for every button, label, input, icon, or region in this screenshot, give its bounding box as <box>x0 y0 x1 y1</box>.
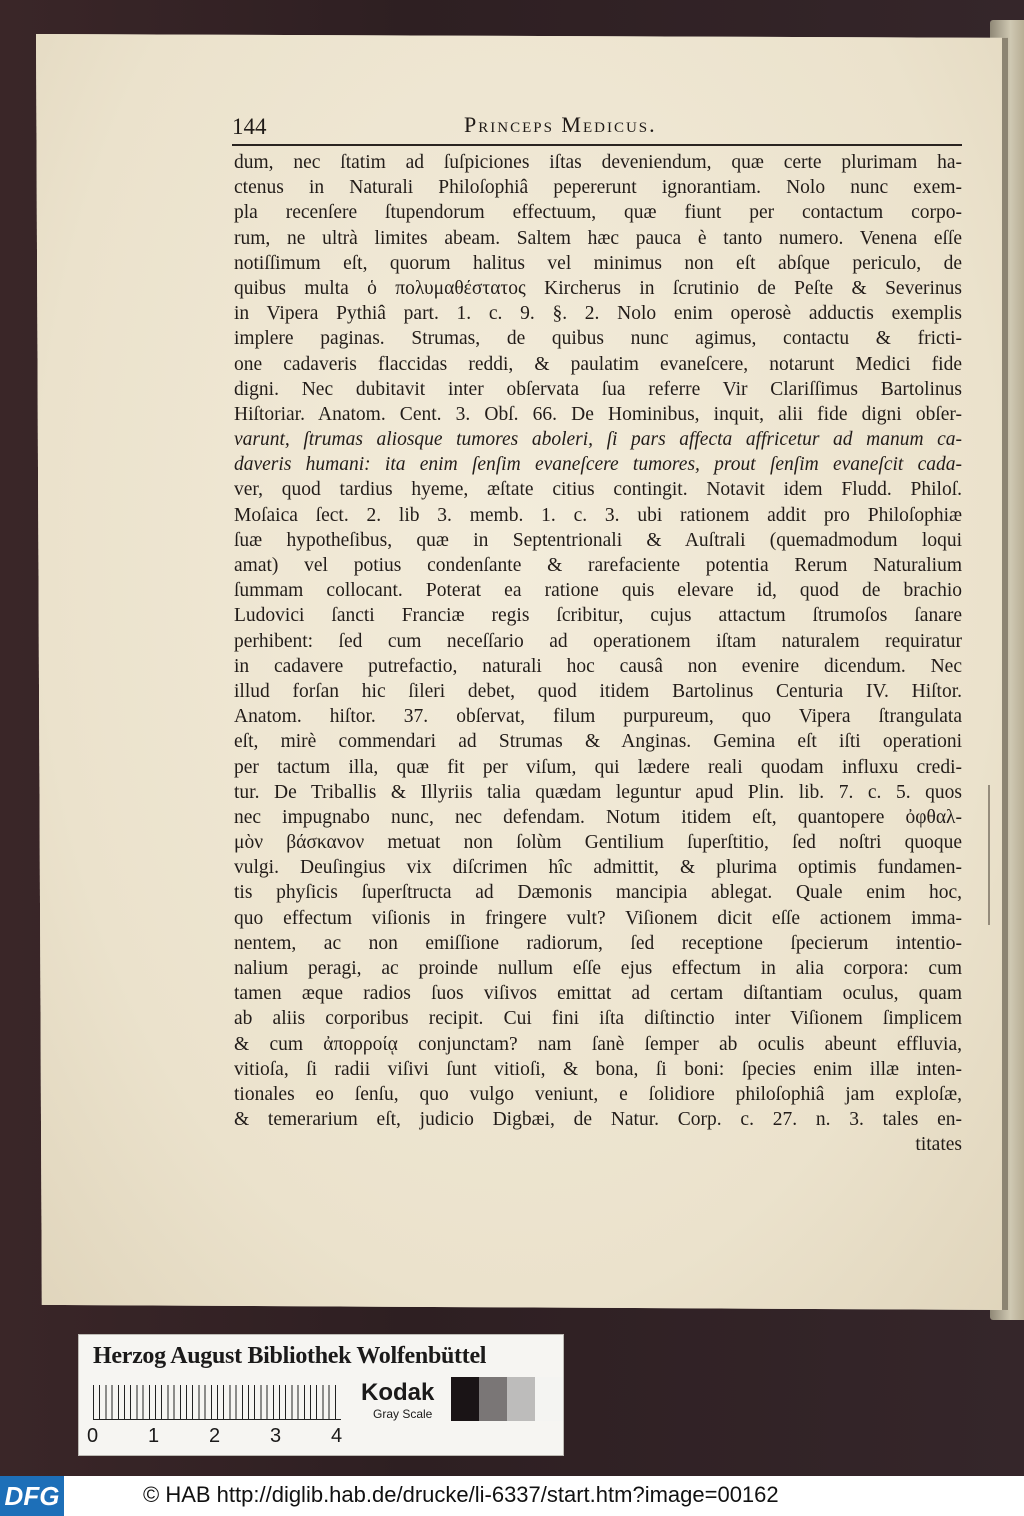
text-line: digni. Nec dubitavit inter obſervata ſua referre Vir Clariſſimus Bartolinus <box>234 378 962 400</box>
gray-patch <box>535 1377 563 1421</box>
text-line: & cum ἀπορροίᾳ conjunctam? nam ſanè ſemper ab oculis abeunt effluvia, <box>234 1033 962 1055</box>
text-line: μὸν βάσκανον metuat non ſolùm Gentilium ſuperſtitio, ſed noſtri quoque <box>234 832 962 854</box>
text-line: vulgi. Deuſingius vix diſcrimen hîc admittit, & plurima optimis fundamen- <box>234 857 962 879</box>
text-line: ctenus in Naturali Philoſophiâ pepererunt ignorantiam. Nolo nunc exem- <box>234 177 962 199</box>
text-line: implere paginas. Strumas, de quibus nunc agimus, contactu & fricti- <box>234 328 962 350</box>
text-line: Ludovici ſancti Franciæ regis ſcribitur, cujus attactum ſtrumoſos ſanare <box>234 605 962 627</box>
text-line: tur. De Triballis & Illyriis talia quædam leguntur apud Plin. lib. 7. c. 5. quos <box>234 781 962 803</box>
ruler-number: 2 <box>209 1425 221 1447</box>
text-line: dum, nec ſtatim ad ſuſpiciones iſtas deveniendum, quæ certe plurimam ha- <box>234 152 962 173</box>
color-reference-card <box>78 1334 564 1456</box>
copyright-link[interactable]: © HAB http://diglib.hab.de/drucke/li-6337/start.htm?image=00162 <box>143 1482 779 1507</box>
text-line: perhibent: ſed cum neceſſario ad operationem iſtam naturalem requiratur <box>234 630 962 652</box>
text-line: & temerarium eſt, judicio Digbæi, de Natur. Corp. c. 27. n. 3. tales en- <box>234 1109 962 1131</box>
text-line: in Vipera Pythiâ part. 1. c. 9. §. 2. Nolo enim operosè adductis exemplis <box>234 303 962 325</box>
text-line: varunt, ſtrumas aliosque tumores aboleri, ſi pars affecta affricetur ad manum ca- <box>234 429 962 451</box>
text-line: Moſaica ſect. 2. lib 3. memb. 1. c. 3. ubi rationem addit pro Philoſophiæ <box>234 504 962 526</box>
text-line: vitioſa, ſi radii viſivi ſunt vitioſi, & bona, ſi boni: ſpecies enim illæ inten- <box>234 1058 962 1080</box>
text-line: ſuæ hypotheſibus, quæ in Septentrionali & Auſtrali (quemadmodum loqui <box>234 529 962 551</box>
text-line: per tactum illa, quæ fit per viſum, qui lædere reali quodam influxu credi- <box>234 756 962 778</box>
ruler-numbers <box>87 1425 367 1449</box>
gray-patch <box>507 1377 535 1421</box>
ruler-number: 1 <box>148 1425 160 1447</box>
text-line: notiſſimum eſt, quorum halitus vel minimus non eſt abſque periculo, de <box>234 252 962 274</box>
library-label: Herzog August Bibliothek Wolfenbüttel <box>93 1343 487 1369</box>
text-line: tamen æque radios ſuos viſivos emittat ad certam diſtantiam oculus, quam <box>234 983 962 1005</box>
text-line: ver, quod tardius hyeme, æſtate citius contingit. Notavit idem Fludd. Philoſ. <box>234 479 962 501</box>
gray-scale-label: Gray Scale <box>373 1407 433 1421</box>
text-line: ab aliis corporibus recipit. Cui fini iſta diſtinctio inter Viſionem ſimplicem <box>234 1008 962 1030</box>
text-line: titates <box>915 1134 962 1156</box>
text-line: tis phyſicis ſuperſtructa ad Dæmonis mancipia ablegat. Quale enim hoc, <box>234 882 962 904</box>
text-line: eſt, mirè commendari ad Strumas & Anginas. Gemina eſt iſti operationi <box>234 731 962 753</box>
margin-marks <box>988 785 996 925</box>
kodak-logo: Kodak <box>361 1379 435 1406</box>
text-line: Anatom. hiſtor. 37. obſervat, filum purpureum, quo Vipera ſtrangulata <box>234 706 962 728</box>
gray-patch <box>479 1377 507 1421</box>
text-line: rum, ne ultrà limites abeam. Saltem hæc pauca è tanto numero. Venena eſſe <box>234 227 962 249</box>
gray-patch <box>451 1377 479 1421</box>
text-line: Hiſtoriar. Anatom. Cent. 3. Obſ. 66. De Hominibus, inquit, alii fide digni obſer- <box>234 403 962 425</box>
ruler <box>93 1385 341 1420</box>
ruler-number: 0 <box>87 1425 99 1447</box>
ruler-number: 3 <box>270 1425 282 1447</box>
dfg-logo: DFG <box>0 1476 64 1516</box>
text-line: nalium peragi, ac proinde nullum eſſe ejus effectum in alia corpora: cum <box>234 958 962 979</box>
text-line: ſummam collocant. Poterat ea ratione quis elevare id, quod de brachio <box>234 580 962 602</box>
text-line: tionales eo ſenſu, quo vulgo veniunt, e ſolidiore philoſophiâ jam exploſæ, <box>234 1083 962 1105</box>
footer-bar <box>0 1476 1024 1516</box>
page-number: 144 <box>232 114 267 139</box>
text-line: pla recenſere ſtupendorum effectuum, quæ fiunt per contactum corpo- <box>234 202 962 224</box>
text-line: amat) vel potius condenſante & rarefaciente potentia Rerum Naturalium <box>234 555 962 576</box>
text-line: in cadavere putrefactio, naturali hoc causâ non evenire dicendum. Nec <box>234 655 962 677</box>
body-text <box>234 150 962 1158</box>
text-line: quibus multa ὁ πολυμαθέστατος Kircherus in ſcrutinio de Peſte & Severinus <box>234 277 962 299</box>
text-line: quo effectum viſionis in fringere vult? Viſionem dicit eſſe actionem imma- <box>234 907 962 929</box>
running-title: Princeps Medicus. <box>464 112 657 137</box>
text-line: nentem, ac non emiſſione radiorum, ſed receptione ſpecierum intentio- <box>234 932 962 954</box>
text-line: nec impugnabo nunc, nec defendam. Notum itidem eſt, quantopere ὀφθαλ- <box>234 806 962 828</box>
text-line: illud forſan hic ſileri debet, quod itidem Bartolinus Centuria IV. Hiſtor. <box>234 680 962 702</box>
text-line: daveris humani: ita enim ſenſim evaneſcere tumores, prout ſenſim evaneſcit cada- <box>234 454 962 476</box>
ruler-number: 4 <box>331 1425 343 1447</box>
running-head <box>232 110 962 146</box>
text-line: one cadaveris flaccidas reddi, & paulatim evaneſcere, notarunt Medici fide <box>234 353 962 375</box>
